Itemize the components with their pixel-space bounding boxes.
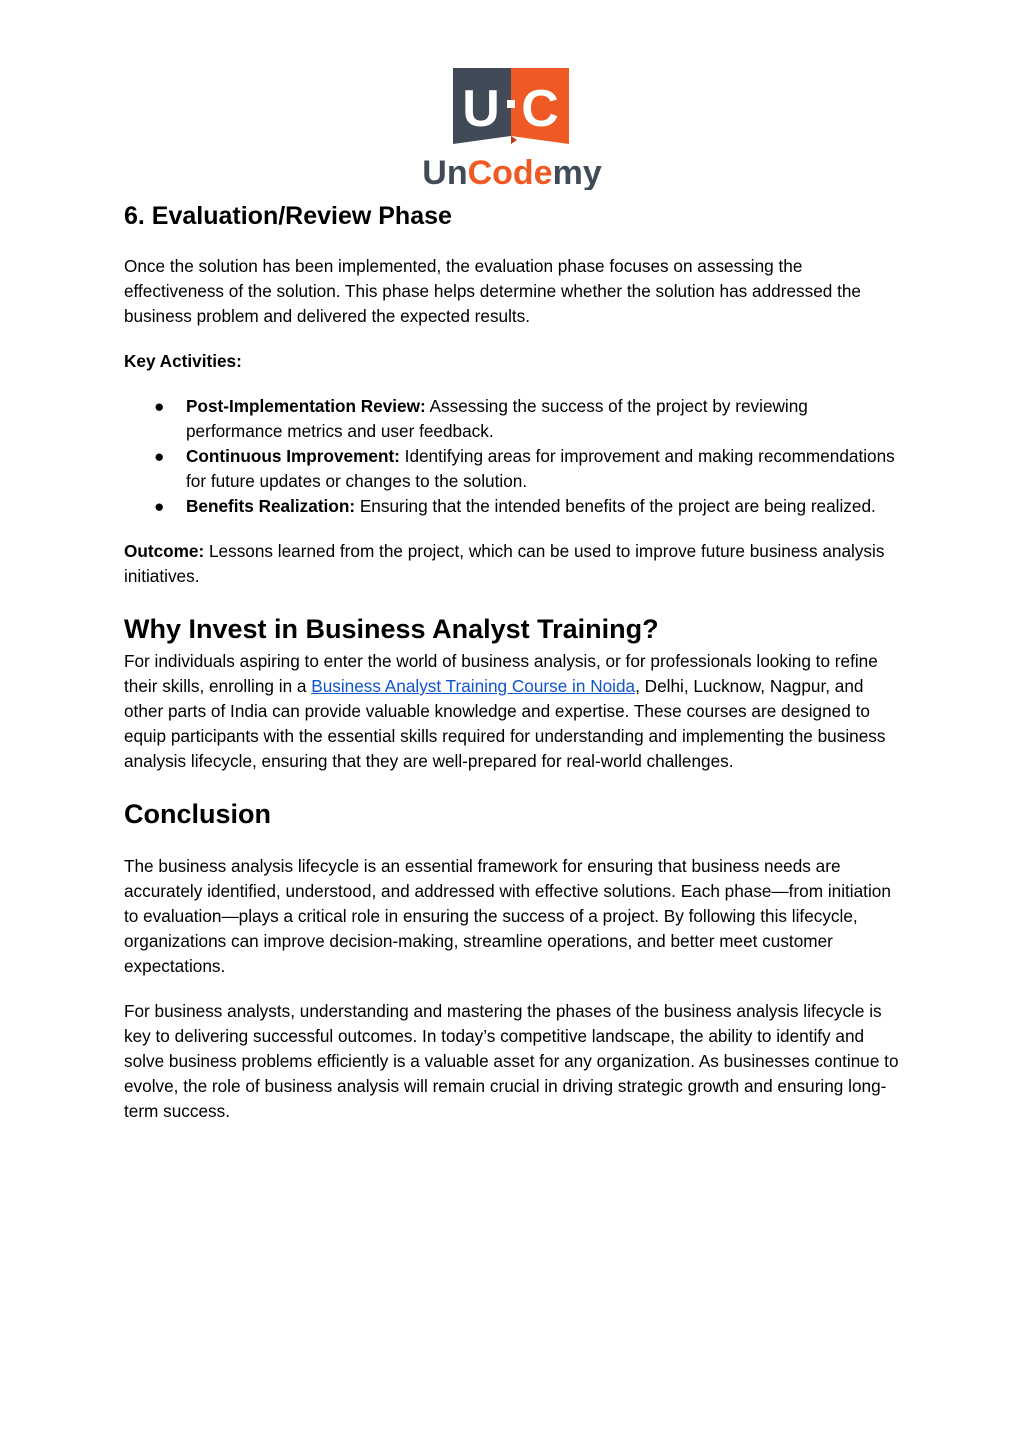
list-item [124,444,904,494]
key-activities-label [124,349,904,374]
activity-text: Assessing the success of the project by reviewing performance metrics and user feedback. [186,396,808,441]
activity-title: Benefits Realization: [186,496,356,516]
uncodemy-logo [417,66,607,190]
outcome-label: Outcome: [124,541,205,561]
activity-title: Continuous Improvement: [186,446,400,466]
list-item [124,494,904,519]
activities-list [124,394,904,519]
heading-conclusion: Conclusion [124,799,271,829]
bullet-icon: ● [154,496,165,516]
why-text-after: , Delhi, Lucknow, Nagpur, and other parts of India can provide valuable knowledge and expertise. These courses are designed to equip participants with the essential skills required for understanding and implementing the business analysis lifecycle, ensuring that they are well-prepared for real-world challenges. [124,676,886,771]
training-course-link[interactable]: Business Analyst Training Course in Noida [311,676,636,696]
outcome-text: Lessons learned from the project, which can be used to improve future business analysis initiatives. [124,541,885,586]
activity-text: Ensuring that the intended benefits of the project are being realized. [355,496,876,516]
logo-dot [507,100,515,108]
uncodemy-logo-graphic [417,66,607,190]
list-item [124,394,904,444]
heading-why-invest: Why Invest in Business Analyst Training? [124,614,659,644]
activity-text: Identifying areas for improvement and making recommendations for future updates or changes to the solution. [186,446,895,491]
logo-wordmark-my: my [552,154,602,190]
evaluation-intro: Once the solution has been implemented, the evaluation phase focuses on assessing the effectiveness of the solution. This phase helps determine whether the solution has addressed the business problem and delivered the expected results. [124,256,861,326]
bullet-icon: ● [154,396,165,416]
bullet-icon: ● [154,446,165,466]
why-text-before: For individuals aspiring to enter the world of business analysis, or for professionals looking to refine their skills, enrolling in a [124,651,878,696]
outcome-paragraph [124,539,904,589]
activity-title: Post-Implementation Review: [186,396,426,416]
logo-letter-c: C [521,80,559,138]
logo-letter-u: U [462,80,500,138]
key-activities-label-text: Key Activities: [124,351,242,371]
document-content [124,196,904,1124]
logo-wordmark [422,154,602,190]
conclusion-paragraph-1: The business analysis lifecycle is an essential framework for ensuring that business needs are accurately identified, understood, and addressed with effective solutions. Each phase—from initiation to evaluation—plays a critical role in ensuring the success of a project. By following this lifecycle, organizations can improve decision-making, streamline operations, and better meet customer expectations. [124,856,891,976]
heading-evaluation-phase: 6. Evaluation/Review Phase [124,202,452,230]
logo-fold [511,136,517,144]
logo-wordmark-code: Code [467,154,553,190]
logo-wordmark-un: Un [422,154,468,190]
conclusion-paragraph-2: For business analysts, understanding and mastering the phases of the business analysis lifecycle is key to delivering successful outcomes. In today’s competitive landscape, the ability to identify and solve business problems efficiently is a valuable asset for any organization. As businesses continue to evolve, the role of business analysis will remain crucial in driving strategic growth and ensuring long-term success. [124,1001,899,1121]
why-invest-paragraph [124,649,904,774]
